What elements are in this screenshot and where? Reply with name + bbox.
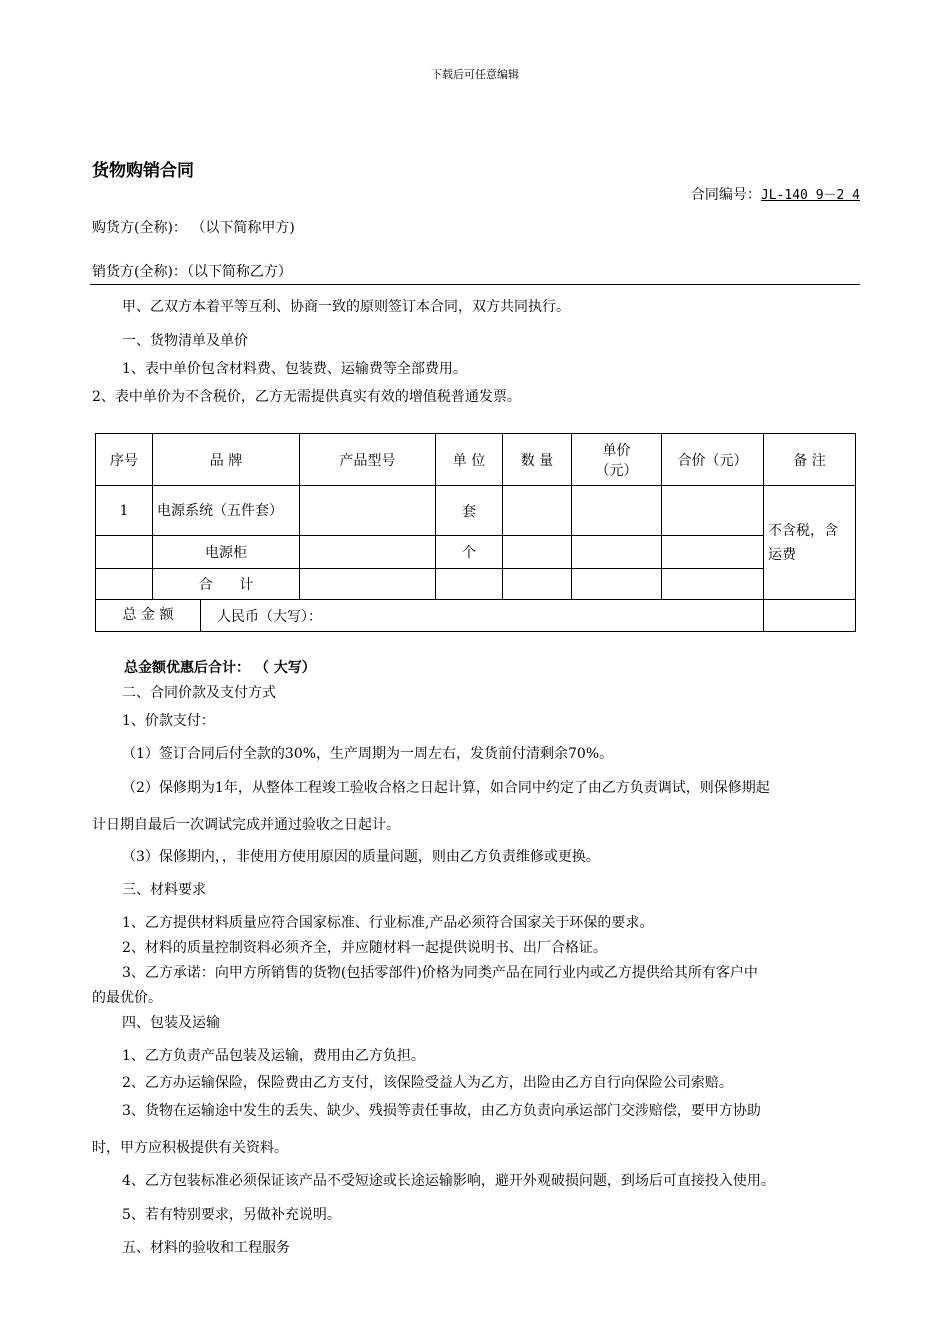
header-brand: 品 牌 [153, 434, 300, 486]
section-3-title: 三、材料要求 [122, 882, 206, 898]
page-title: 货物购销合同 [92, 161, 194, 181]
intro-paragraph: 甲、乙双方本着平等互利、协商一致的原则签订本合同，双方共同执行。 [122, 299, 570, 315]
contract-number-label: 合同编号： [690, 187, 761, 203]
row-1-seq: 1 [96, 486, 153, 536]
row-2-unit: 个 [436, 536, 503, 569]
table-row [96, 486, 856, 536]
sum-label: 总 金 额 [96, 600, 201, 631]
subtotal-cell [503, 569, 572, 600]
table-header-row [96, 434, 856, 486]
header-qty: 数 量 [503, 434, 572, 486]
section-4-item-3a: 3、货物在运输途中发生的丢失、缺少、残损等责任事故，由乙方负责向承运部门交涉赔偿，要甲方协助 [122, 1103, 761, 1119]
table-row [96, 536, 856, 569]
header-unit: 单 位 [436, 434, 503, 486]
subtotal-empty [96, 569, 153, 600]
section-1-item-2: 2、表中单价为不含税价，乙方无需提供真实有效的增值税普通发票。 [92, 389, 521, 405]
section-3-item-3a: 3、乙方承诺：向甲方所销售的货物(包括零部件)价格为同类产品在同行业内或乙方提供给其所有客户中 [122, 965, 758, 981]
header-price [572, 434, 662, 486]
section-2-item-1: 1、价款支付： [122, 713, 215, 729]
sum-row [96, 600, 856, 632]
header-price-line1: 单价 [602, 442, 631, 459]
sum-value [764, 600, 856, 632]
buyer-line: 购货方(全称)： （以下简称甲方) [92, 220, 295, 236]
section-2-title: 二、合同价款及支付方式 [122, 685, 276, 701]
row-1-qty [503, 486, 572, 536]
subtotal-cell [436, 569, 503, 600]
subtotal-cell [300, 569, 436, 600]
note-cell: 不含税，含运费 [764, 486, 856, 600]
section-4-title: 四、包装及运输 [122, 1015, 220, 1031]
section-1-title: 一、货物清单及单价 [122, 333, 248, 349]
row-1-brand: 电源系统（五件套） [153, 486, 300, 536]
row-2-model [300, 536, 436, 569]
header-seq: 序号 [96, 434, 153, 486]
section-2-item-1-1: （1）签订合同后付全款的30%，生产周期为一周左右，发货前付清剩余70%。 [122, 746, 614, 762]
row-1-total [662, 486, 764, 536]
subtotal-row [96, 569, 856, 600]
header-note: 备 注 [764, 434, 856, 486]
divider-line [90, 284, 860, 285]
section-4-item-3b: 时，甲方应积极提供有关资料。 [92, 1140, 288, 1156]
section-2-item-1-3: （3）保修期内，，非使用方使用原因的质量问题，则由乙方负责维修或更换。 [122, 849, 600, 865]
row-2-brand: 电源柜 [153, 536, 300, 569]
seller-line: 销货方(全称)：（以下简称乙方） [92, 264, 292, 280]
header-note: 下载后可任意编辑 [431, 68, 519, 81]
row-1-unit: 套 [436, 486, 503, 536]
row-1-model [300, 486, 436, 536]
section-4-item-4: 4、乙方包装标准必须保证该产品不受短途或长途运输影响，避开外观破损问题，到场后可直接投入使用。 [122, 1173, 775, 1189]
header-model: 产品型号 [300, 434, 436, 486]
section-3-item-3b: 的最优价。 [92, 990, 162, 1006]
sum-rmb-label: 人民币（大写）： [217, 608, 322, 625]
section-4-item-2: 2、乙方办运输保险，保险费由乙方支付，该保险受益人为乙方，出险由乙方自行向保险公司索赔。 [122, 1075, 733, 1091]
section-1-item-1: 1、表中单价包含材料费、包装费、运输费等全部费用。 [122, 361, 467, 377]
row-2-seq [96, 536, 153, 569]
contract-number-value: JL-140 9－2 4 [760, 188, 860, 203]
sum-cell [96, 600, 764, 632]
subtotal-cell [572, 569, 662, 600]
section-4-item-1: 1、乙方负责产品包装及运输，费用由乙方负担。 [122, 1048, 425, 1064]
goods-table [95, 433, 856, 632]
discount-total-line: 总金额优惠后合计： （ 大写） [124, 660, 316, 676]
header-total: 合价（元） [662, 434, 764, 486]
contract-number [691, 184, 860, 204]
row-2-qty [503, 536, 572, 569]
subtotal-label: 合 计 [153, 569, 300, 600]
section-3-item-2: 2、材料的质量控制资料必须齐全，并应随材料一起提供说明书、出厂合格证。 [122, 940, 607, 956]
row-2-price [572, 536, 662, 569]
header-price-line2: （元） [595, 462, 638, 479]
subtotal-cell [662, 569, 764, 600]
row-2-total [662, 536, 764, 569]
section-4-item-5: 5、若有特别要求，另做补充说明。 [122, 1207, 341, 1223]
section-3-item-1: 1、乙方提供材料质量应符合国家标准、行业标准,产品必须符合国家关于环保的要求。 [122, 915, 654, 931]
row-1-price [572, 486, 662, 536]
section-2-item-1-2b: 计日期自最后一次调试完成并通过验收之日起计。 [92, 817, 400, 833]
section-5-title: 五、材料的验收和工程服务 [122, 1240, 290, 1256]
section-2-item-1-2a: （2）保修期为1年，从整体工程竣工验收合格之日起计算，如合同中约定了由乙方负责调试，则保修期起 [122, 780, 770, 796]
